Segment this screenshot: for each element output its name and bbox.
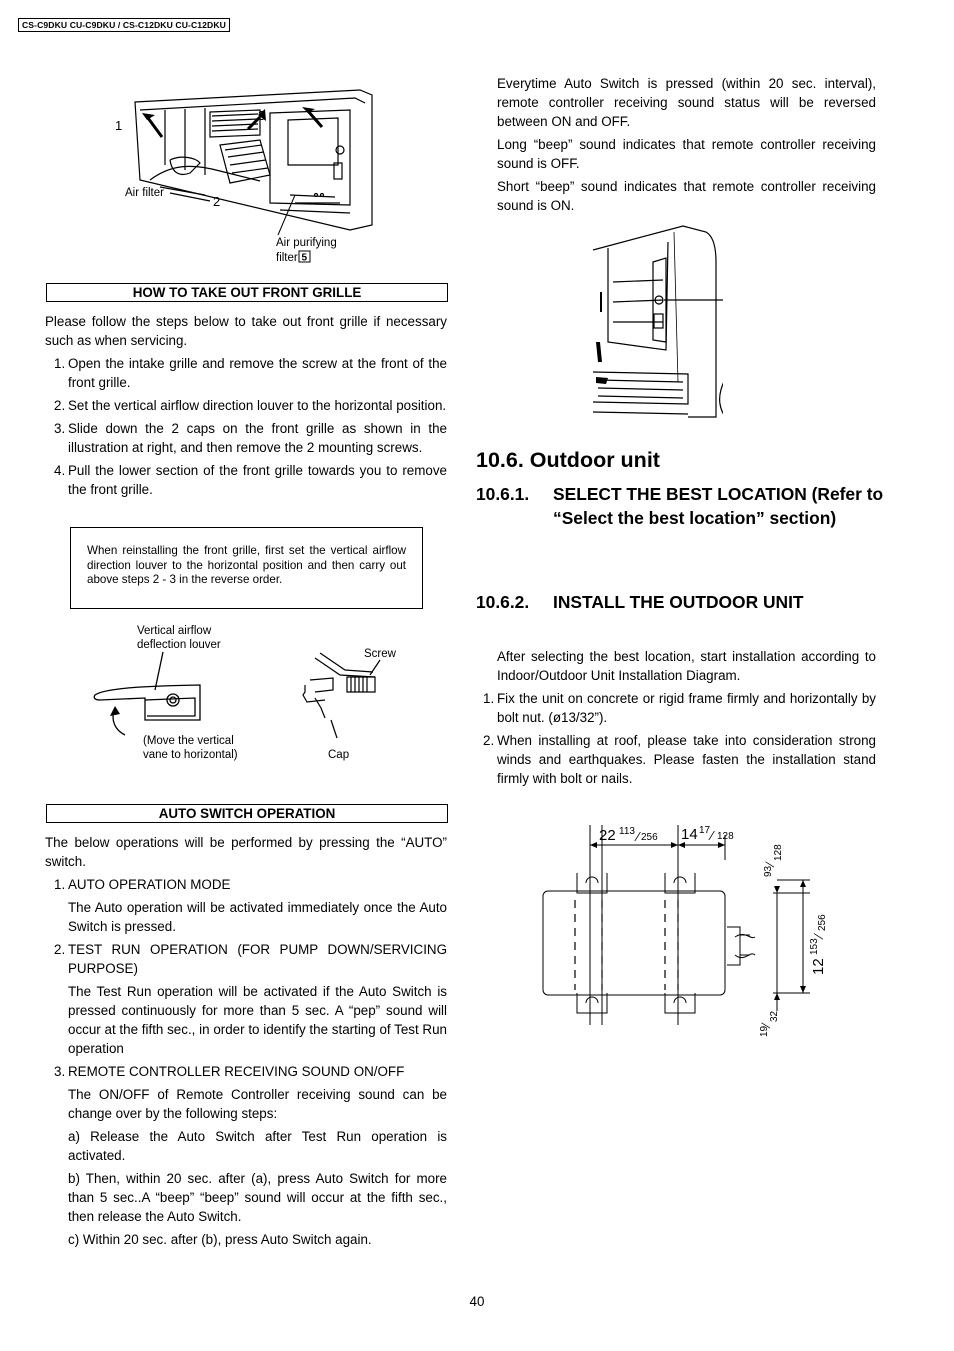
- louver-cap-figure: [85, 620, 415, 770]
- section-title: INSTALL THE OUTDOOR UNIT: [553, 592, 804, 612]
- step-text: Set the vertical airflow direction louver to the horizontal position.: [68, 398, 447, 413]
- page-number: 40: [469, 1294, 485, 1309]
- bolt-dim-whole: 14: [681, 826, 698, 843]
- step-number: 2.: [483, 733, 495, 748]
- step-text: Slide down the 2 caps on the front grille as shown in the illustration at right, and then remove the 2 mounting screws.: [68, 421, 447, 455]
- top-dim-den: 128: [773, 844, 784, 861]
- list-item: [45, 396, 447, 415]
- step-text: Pull the lower section of the front grille towards you to remove the front grille.: [68, 463, 447, 497]
- top-dim-slash: ⁄: [763, 862, 777, 865]
- auto-switch-intro: The below operations will be performed by pressing the “AUTO” switch.: [45, 835, 447, 869]
- step-text: Fix the unit on concrete or rigid frame firmly and horizontally by bolt nut. (ø13/32”).: [497, 691, 876, 725]
- callout-1: 1: [115, 118, 123, 133]
- cap-label: Cap: [328, 749, 350, 761]
- step-number: 4.: [54, 463, 66, 478]
- install-outdoor-section: [474, 647, 876, 792]
- item-number: 2.: [54, 942, 66, 957]
- item-title: REMOTE CONTROLLER RECEIVING SOUND ON/OFF: [68, 1064, 405, 1079]
- step-number: 2.: [54, 398, 66, 413]
- screw-label: Screw: [364, 648, 396, 660]
- item-number: 3.: [54, 1064, 66, 1079]
- section-title: SELECT THE BEST LOCATION (Refer to “Select the best location” section): [553, 484, 884, 528]
- depth-dim-num: 153: [809, 938, 820, 955]
- auto-switch-list: [45, 875, 447, 894]
- air-filter-figure: [110, 85, 380, 270]
- reinstall-note: When reinstalling the front grille, first set the vertical airflow direction louver to the horizontal position and then carry out above steps 2 - 3 in the reverse order.: [70, 527, 423, 609]
- list-item: [45, 875, 447, 894]
- front-grille-steps: [45, 354, 447, 499]
- install-intro: After selecting the best location, start installation according to Indoor/Outdoor Unit Installation Diagram.: [497, 649, 876, 683]
- toggle-note: Everytime Auto Switch is pressed (within 20 sec. interval), remote controller receiving sound status will be reversed between ON and OFF.: [497, 76, 876, 129]
- bolt-dim-slash: ⁄: [711, 828, 714, 843]
- step-number: 1.: [54, 356, 66, 371]
- front-grille-heading: HOW TO TAKE OUT FRONT GRILLE: [46, 283, 448, 302]
- bolt-dim-den: 128: [717, 831, 734, 842]
- callout-2: 2: [213, 194, 221, 209]
- front-grille-intro: Please follow the steps below to take out front grille if necessary such as when servicing.: [45, 314, 447, 348]
- outdoor-dimensions-figure: [535, 815, 835, 1045]
- bottom-dim-den: 32: [769, 1010, 780, 1022]
- test-run-text: The Test Run operation will be activated if the Auto Switch is pressed continuously for more than 5 sec. A “pep” sound will occur at the fifth sec., in order to identify the starting of Test Run operation: [68, 984, 447, 1056]
- auto-switch-section: [45, 833, 447, 1253]
- auto-switch-heading: AUTO SWITCH OPERATION: [46, 804, 448, 823]
- outdoor-unit-heading: 10.6. Outdoor unit: [476, 448, 660, 472]
- section-number: 10.6.2.: [476, 592, 530, 612]
- front-grille-section: [45, 312, 447, 503]
- bottom-dim-slash: ⁄: [759, 1023, 773, 1026]
- list-item: [474, 689, 876, 727]
- callout-3: 3: [258, 108, 266, 123]
- short-beep-note: Short “beep” sound indicates that remote controller receiving sound is ON.: [497, 179, 876, 213]
- step-number: 1.: [483, 691, 495, 706]
- list-item: [45, 1062, 447, 1081]
- install-steps: [474, 689, 876, 788]
- depth-dim-den: 256: [817, 914, 828, 931]
- width-dim-den: 256: [641, 832, 658, 843]
- section-number: 10.6.1.: [476, 484, 530, 504]
- air-purifying-label: Air purifying: [276, 237, 337, 249]
- receiving-sound-notes: [497, 74, 876, 219]
- width-dim-whole: 22: [599, 827, 616, 844]
- depth-dim-slash: ⁄: [811, 934, 826, 937]
- step-a: a) Release the Auto Switch after Test Run operation is activated.: [68, 1129, 447, 1163]
- top-dim-num: 93: [763, 865, 774, 877]
- auto-mode-text: The Auto operation will be activated immediately once the Auto Switch is pressed.: [68, 900, 447, 934]
- list-item: [45, 461, 447, 499]
- long-beep-note: Long “beep” sound indicates that remote controller receiving sound is OFF.: [497, 137, 876, 171]
- step-text: When installing at roof, please take into consideration strong winds and earthquakes. Please fasten the installation stand firmly with bolt or nails.: [497, 733, 876, 786]
- step-number: 3.: [54, 421, 66, 436]
- move-label-line1: (Move the vertical: [143, 735, 234, 747]
- move-label-line2: vane to horizontal): [143, 749, 238, 761]
- louver-label-line1: Vertical airflow: [137, 625, 212, 637]
- list-item: [45, 940, 447, 978]
- depth-dim-whole: 12: [810, 958, 827, 975]
- model-header: CS-C9DKU CU-C9DKU / CS-C12DKU CU-C12DKU: [18, 18, 230, 32]
- auto-switch-list-3: [45, 1062, 447, 1081]
- auto-switch-figure: [588, 222, 723, 432]
- list-item: [45, 354, 447, 392]
- item-title: AUTO OPERATION MODE: [68, 877, 231, 892]
- receiving-sound-text: The ON/OFF of Remote Controller receiving sound can be change over by the following steps:: [68, 1087, 447, 1121]
- step-c: c) Within 20 sec. after (b), press Auto Switch again.: [68, 1232, 372, 1247]
- louver-label-line2: deflection louver: [137, 639, 221, 651]
- width-dim-num: 113: [619, 826, 635, 837]
- width-dim-slash: ⁄: [637, 829, 640, 844]
- bolt-dim-num: 17: [699, 825, 711, 836]
- bottom-dim-num: 19: [759, 1025, 770, 1037]
- item-title: TEST RUN OPERATION (FOR PUMP DOWN/SERVICING PURPOSE): [68, 942, 447, 976]
- select-location-heading: [476, 482, 896, 554]
- step-text: Open the intake grille and remove the screw at the front of the front grille.: [68, 356, 447, 390]
- install-outdoor-heading: [476, 590, 896, 614]
- item-number: 1.: [54, 877, 66, 892]
- step-b: b) Then, within 20 sec. after (a), press Auto Switch for more than 5 sec..A “beep” “beep” sound will occur at the fifth sec., then release the Auto Switch.: [68, 1171, 447, 1224]
- air-filter-label: Air filter: [125, 187, 164, 199]
- auto-switch-list-2: [45, 940, 447, 978]
- list-item: [474, 731, 876, 788]
- filter-label: filter: [276, 252, 298, 264]
- filter-ref-number: 5: [301, 252, 308, 264]
- list-item: [45, 419, 447, 457]
